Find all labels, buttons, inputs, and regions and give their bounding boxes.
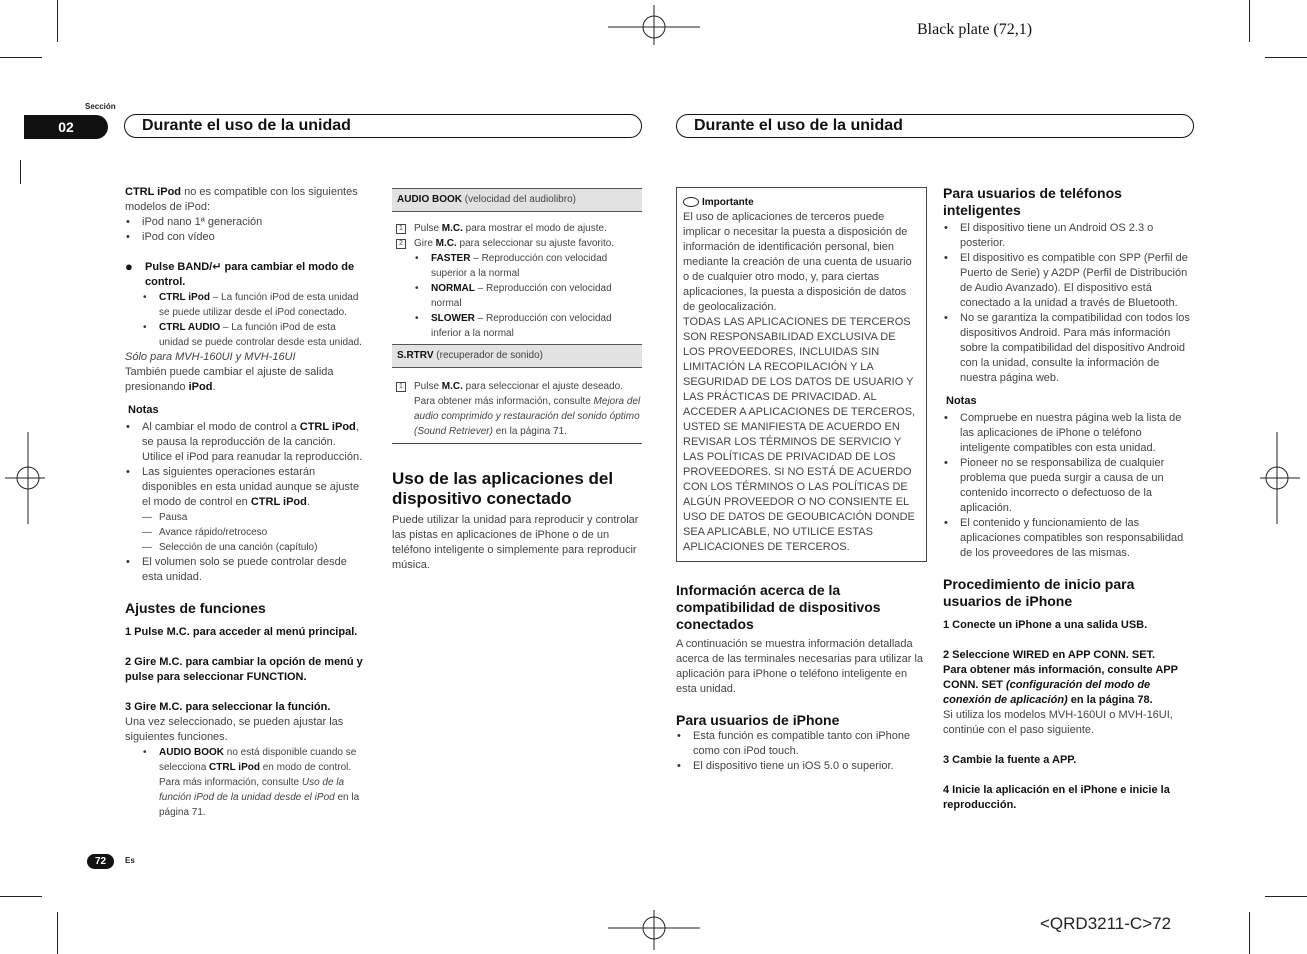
crop-mark xyxy=(1265,896,1307,897)
speed-list xyxy=(414,251,642,341)
important-icon xyxy=(683,197,699,207)
info-paragraph: A continuación se muestra información detallada acerca de las terminales necesarias para utilizar la aplicación para iPhone o teléfono inteligente en esta unidad. xyxy=(676,638,924,695)
smartphone-list xyxy=(943,221,1194,386)
list-item: • AUDIO BOOK no está disponible cuando se selecciona CTRL iPod en modo de control. Para más información, consulte Uso de la función iPod de la unidad desde el iPod en la página 71. xyxy=(142,745,368,820)
proc-step-4: 4 Inicie la aplicación en el iPhone e inicie la reproducción. xyxy=(943,784,1170,811)
page-number-badge: 72 xyxy=(87,854,114,869)
srtrv-box-title: S.RTRV (recuperador de sonido) xyxy=(392,344,642,368)
list-item: — Avance rápido/retroceso xyxy=(125,525,368,540)
list-item: • FASTER – Reproducción con velocidad superior a la normal xyxy=(414,251,642,281)
list-item: • El contenido y funcionamiento de las aplicaciones compatibles son responsabilidad de los proveedores de las mismas. xyxy=(943,516,1194,561)
srtrv-step-1: 1 Pulse M.C. para seleccionar el ajuste deseado. Para obtener más información, consulte Mejora del audio comprimido y restauración del sonido óptimo (Sound Retriever) en la página 71. xyxy=(392,379,642,439)
crop-mark xyxy=(1265,57,1307,58)
list-item: • El dispositivo tiene un iOS 5.0 o superior. xyxy=(676,759,927,774)
notes-list xyxy=(125,420,368,510)
list-item: — Pausa xyxy=(125,510,368,525)
list-item: • El dispositivo es compatible con SPP (Perfil de Puerto de Serie) y A2DP (Perfil de Distribución de Audio Avanzado). El dispositivo está conectado a la unidad a través de Bluetooth. xyxy=(943,251,1194,311)
crop-mark xyxy=(20,160,21,184)
registration-mark-top xyxy=(608,5,700,45)
apps-title: Uso de las aplicaciones del dispositivo conectado xyxy=(392,469,614,508)
column-3 xyxy=(676,187,927,774)
pulse-band-heading: ● Pulse BAND/↵ para cambiar el modo de control. xyxy=(125,259,355,288)
document-code: <QRD3211-C>72 xyxy=(1040,914,1172,933)
language-label: Es xyxy=(125,856,135,865)
apps-paragraph: Puede utilizar la unidad para reproducir y controlar las pistas en aplicaciones de iPhone o de un teléfono inteligente o simplemente para reproducir música. xyxy=(392,514,639,571)
audiobook-step-1: 1 Pulse M.C. para mostrar el modo de ajuste. xyxy=(392,221,642,236)
ctrl-mode-list xyxy=(125,290,368,350)
step-number-icon: 1 xyxy=(396,382,406,392)
proc-step-3: 3 Cambie la fuente a APP. xyxy=(943,754,1077,766)
notes-title: Notas xyxy=(128,404,159,416)
crop-mark xyxy=(57,0,58,42)
notes-list xyxy=(943,411,1194,561)
column-1 xyxy=(125,185,368,820)
step-3-text: Una vez seleccionado, se pueden ajustar las siguientes funciones. xyxy=(125,716,344,743)
crop-mark xyxy=(0,57,42,58)
registration-mark-left xyxy=(5,432,45,524)
proc-step-2: 2 Seleccione WIRED en APP CONN. SET. xyxy=(943,649,1156,661)
proc-step-2-ref: Para obtener más información, consulte APP CONN. SET (configuración del modo de conexión de aplicación) en la página 78. xyxy=(943,664,1178,706)
audiobook-step-2: 2 Gire M.C. para seleccionar su ajuste favorito. xyxy=(392,236,642,251)
registration-mark-bottom xyxy=(608,910,700,950)
operations-list xyxy=(125,510,368,555)
notes-list-2 xyxy=(125,555,368,585)
step-number-icon: 2 xyxy=(396,239,406,249)
audiobook-box-title: AUDIO BOOK (velocidad del audiolibro) xyxy=(392,188,642,212)
important-box xyxy=(676,187,927,562)
crop-mark xyxy=(1249,0,1250,42)
list-item: • CTRL iPod – La función iPod de esta unidad se puede utilizar desde el iPod conectado. xyxy=(142,290,368,320)
step-1: 1 Pulse M.C. para acceder al menú principal. xyxy=(125,626,358,638)
list-item: • Las siguientes operaciones estarán disponibles en esta unidad aunque se ajuste el modo de control en CTRL iPod. xyxy=(125,465,368,510)
section-number-badge: 02 xyxy=(24,115,108,139)
step-number-icon: 1 xyxy=(396,224,406,234)
list-item: • El dispositivo tiene un Android OS 2.3 o posterior. xyxy=(943,221,1194,251)
procedure-title: Procedimiento de inicio para usuarios de iPhone xyxy=(943,576,1135,609)
iphone-title: Para usuarios de iPhone xyxy=(676,712,840,728)
registration-mark-right xyxy=(1260,432,1300,524)
list-item: • Esta función es compatible tanto con iPhone como con iPod touch. xyxy=(676,729,927,759)
important-text: El uso de aplicaciones de terceros puede implicar o necesitar la puesta a disposición de información de identificación personal, bien mediante la creación de una cuenta de usuario o de cualquier otro modo, y, para ciertas aplicaciones, la puesta a disposición de datos de geolocalización. xyxy=(683,211,912,313)
divider xyxy=(392,443,642,444)
header-left: Durante el uso de la unidad xyxy=(124,114,642,138)
list-item: • El volumen solo se puede controlar desde esta unidad. xyxy=(125,555,368,585)
important-caps: TODAS LAS APLICACIONES DE TERCEROS SON RESPONSABILIDAD EXCLUSIVA DE LOS PROVEEDORES, INCLUIDAS SIN LIMITACIÓN LA RECOPILACIÓN Y LA SEGURIDAD DE LOS DATOS DE USUARIO Y LAS PRÁCTICAS DE PRIVACIDAD. AL ACCEDER A APLICACIONES DE TERCEROS, USTED SE MANIFIESTA DE ACUERDO EN REVISAR LOS TÉRMINOS DE SERVICIO Y LAS POLÍTICAS DE PRIVACIDAD DE LOS PROVEEDORES. SI NO ESTÁ DE ACUERDO CON LOS TÉRMINOS O LAS POLÍTICAS DE ALGÚN PROVEEDOR O NO CONSIENTE EL USO DE DATOS DE GEOUBICACIÓN DONDE SEA APLICABLE, NO UTILICE ESTAS APLICACIONES DE TERCEROS. xyxy=(683,316,916,553)
list-item: • CTRL AUDIO – La función iPod de esta unidad se puede controlar desde esta unidad. xyxy=(142,320,368,350)
iphone-list xyxy=(676,729,927,774)
list-item: • Compruebe en nuestra página web la lista de las aplicaciones de iPhone o teléfono inteligente compatibles con esta unidad. xyxy=(943,411,1194,456)
column-4 xyxy=(943,185,1194,813)
crop-mark xyxy=(1249,912,1250,954)
audiobook-note xyxy=(125,745,368,820)
list-item: • No se garantiza la compatibilidad con todos los dispositivos Android. Para más información sobre la compatibilidad del dispositivo Android con la unidad, consulte la información de nuestra página web. xyxy=(943,311,1194,386)
crop-mark xyxy=(0,896,42,897)
notes-title: Notas xyxy=(946,395,977,407)
step-3: 3 Gire M.C. para seleccionar la función. xyxy=(125,701,331,713)
model-list xyxy=(125,215,368,245)
model-note: Sólo para MVH-160UI y MVH-16UI xyxy=(125,351,296,363)
smartphone-title: Para usuarios de teléfonos inteligentes xyxy=(943,185,1122,218)
step-2: 2 Gire M.C. para cambiar la opción de menú y pulse para seleccionar FUNCTION. xyxy=(125,656,363,683)
proc-step-2-text: Si utiliza los modelos MVH-160UI o MVH-16UI, continúe con el paso siguiente. xyxy=(943,709,1173,736)
ajustes-title: Ajustes de funciones xyxy=(125,600,266,616)
proc-step-1: 1 Conecte un iPhone a una salida USB. xyxy=(943,619,1148,631)
list-item: • iPod nano 1ª generación xyxy=(125,215,368,230)
header-right: Durante el uso de la unidad xyxy=(676,114,1194,138)
crop-mark xyxy=(57,912,58,954)
list-item: • Pioneer no se responsabiliza de cualquier problema que pueda surgir a causa de un contenido incorrecto o defectuoso de la aplicación. xyxy=(943,456,1194,516)
list-item: • iPod con vídeo xyxy=(125,230,368,245)
list-item: • Al cambiar el modo de control a CTRL iPod, se pausa la reproducción de la canción. Utilice el iPod para reanudar la reproducción. xyxy=(125,420,368,465)
list-item: • NORMAL – Reproducción con velocidad normal xyxy=(414,281,642,311)
section-label: Sección xyxy=(85,102,116,111)
column-2 xyxy=(392,188,642,573)
info-title: Información acerca de la compatibilidad de dispositivos conectados xyxy=(676,582,881,632)
list-item: — Selección de una canción (capítulo) xyxy=(125,540,368,555)
also-paragraph: También puede cambiar el ajuste de salida presionando iPod. xyxy=(125,366,334,393)
list-item: • SLOWER – Reproducción con velocidad inferior a la normal xyxy=(414,311,642,341)
plate-label: Black plate (72,1) xyxy=(917,21,1033,38)
important-title: Importante xyxy=(683,195,920,210)
intro-paragraph: CTRL iPod no es compatible con los siguientes modelos de iPod: xyxy=(125,186,358,213)
